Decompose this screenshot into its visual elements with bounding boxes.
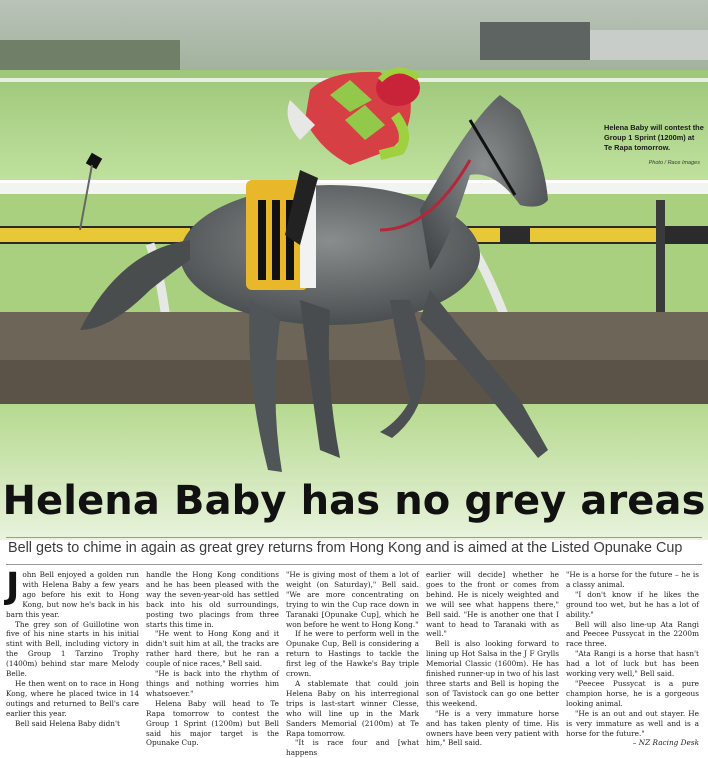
article-body bbox=[6, 566, 702, 758]
paragraph: "He is giving most of them a lot of weight (on Saturday)," Bell said. "We are more concentrating on trying to win the Cup race down in Taranaki [Opunake Cup], which he won before he went to Hong Kong." bbox=[286, 570, 419, 629]
paragraph: Bell will also line-up Ata Rangi and Peecee Pussycat in the 2200m race three. bbox=[566, 619, 699, 649]
paragraph: "He is a very immature horse and has taken plenty of time. His owners have been very patient with him," Bell said. bbox=[426, 708, 559, 748]
paragraph: "It is race four and [what happens bbox=[286, 738, 419, 758]
paragraph: ohn Bell enjoyed a golden run with Helena Baby a few years ago before his exit to Hong Kong, but now he's back in his barn this year. bbox=[6, 570, 139, 619]
paragraph: earlier will decide] whether he goes to the front or comes from behind. He is nicely weighted and we will see what happens there," Bell said. "He is another one that I want to head to Taranaki with as well." bbox=[426, 570, 559, 639]
paragraph: If he were to perform well in the Opunake Cup, Bell is considering a return to Hastings to tackle the first leg of the Hawke's Bay triple crown. bbox=[286, 629, 419, 679]
photo-caption: Helena Baby will contest the Group 1 Sprint (1200m) at Te Rapa tomorrow. bbox=[604, 123, 704, 152]
paragraph: "He is a horse for the future – he is a classy animal. bbox=[566, 570, 699, 589]
article-column-4 bbox=[426, 570, 559, 748]
article-column-3 bbox=[286, 570, 419, 758]
article-column-5 bbox=[566, 570, 699, 748]
paragraph: Bell is also looking forward to lining up Hot Salsa in the J F Grylls Memorial Classic (1600m). He has finished runner-up in two of his last three starts and Bell is hoping the son of Tavistock can go one better this weekend. bbox=[426, 639, 559, 708]
paragraph: He then went on to race in Hong Kong, where he placed twice in 14 outings and returned to Bell's care earlier this year. bbox=[6, 678, 139, 718]
paragraph: "He is an out and out stayer. He is very immature as well and is a horse for the future." bbox=[566, 708, 699, 738]
photo-credit: Photo / Race Images bbox=[648, 160, 700, 166]
paragraph: "He went to Hong Kong and it didn't suit him at all, the tracks are rather hard there, but he ran a couple of nice races," Bell said. bbox=[146, 629, 279, 669]
paragraph: Helena Baby will head to Te Rapa tomorrow to contest the Group 1 Sprint (1200m) but Bell said his major target is the Opunake Cup. bbox=[146, 698, 279, 748]
paragraph: A stablemate that could join Helena Baby on his interregional trips is last-start winner Clesse, who will line up in the Mark Sanders Memorial (2100m) at Te Rapa tomorrow. bbox=[286, 678, 419, 738]
standfirst: Bell gets to chime in again as great grey returns from Hong Kong and is aimed at the Listed Opunake Cup bbox=[8, 540, 683, 556]
article-column-1 bbox=[6, 566, 139, 728]
paragraph: handle the Hong Kong conditions and he has been pleased with the way the seven-year-old has settled back into his old surroundings, posting two placings from three starts this time in. bbox=[146, 570, 279, 629]
divider-bottom bbox=[6, 564, 702, 565]
paragraph: Bell said Helena Baby didn't bbox=[15, 718, 120, 728]
paragraph: "I don't know if he likes the ground too wet, but he has a lot of ability." bbox=[566, 589, 699, 619]
signoff: – NZ Racing Desk bbox=[632, 738, 699, 748]
drop-cap: J bbox=[6, 566, 20, 607]
article-column-2 bbox=[146, 570, 279, 748]
paragraph: The grey son of Guillotine won five of his nine starts in his initial stint with Bell, including victory in the Group 1 Tarzino Trophy (1400m) behind star mare Melody Belle. bbox=[6, 619, 139, 679]
paragraph: "He is back into the rhythm of things and nothing worries him whatsoever." bbox=[146, 669, 279, 698]
divider-top bbox=[6, 537, 702, 538]
paragraph: "Peecee Pussycat is a pure champion horse, he is a gorgeous looking animal. bbox=[566, 678, 699, 708]
headline: Helena Baby has no grey areas bbox=[2, 478, 706, 524]
paragraph: "Ata Rangi is a horse that hasn't had a lot of luck but has been working very well," Bell said. bbox=[566, 649, 699, 679]
